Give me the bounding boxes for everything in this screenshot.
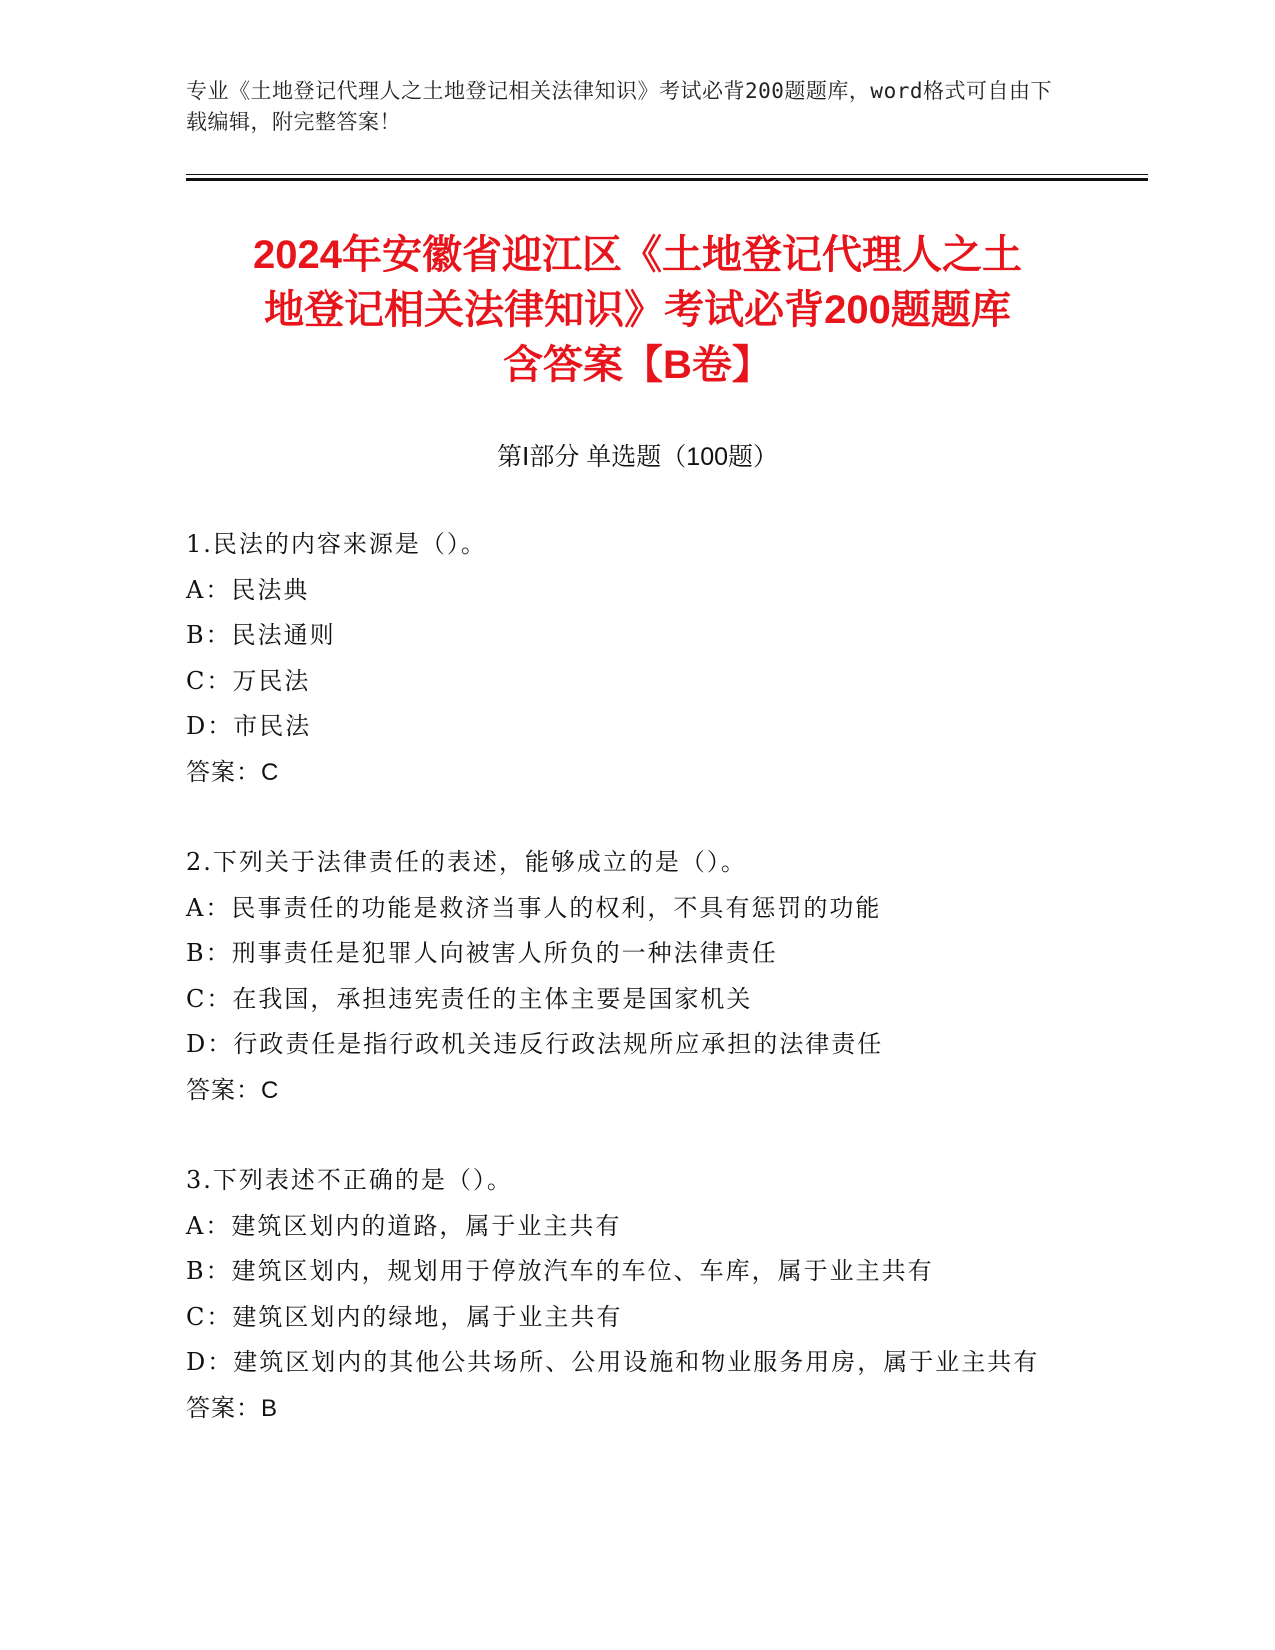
header-divider-thick [186,178,1148,181]
answer: 答案：B [186,1394,279,1422]
option-d: D：行政责任是指行政机关违反行政法规所应承担的法律责任 [186,1030,884,1058]
title-line-1: 2024年安徽省迎江区《土地登记代理人之土 [253,233,1022,277]
title-line-2: 地登记相关法律知识》考试必背200题题库 [264,288,1011,332]
question-stem: 3.下列表述不正确的是（）。 [186,1166,513,1194]
question-3 [186,1158,1066,1431]
option-d: D：建筑区划内的其他公共场所、公用设施和物业服务用房，属于业主共有 [186,1348,1040,1376]
document-title [150,228,1125,393]
option-a: A：民事责任的功能是救济当事人的权利，不具有惩罚的功能 [186,893,882,922]
option-b: B：刑事责任是犯罪人向被害人所负的一种法律责任 [186,939,778,967]
option-d: D：市民法 [186,712,312,740]
option-a: A：建筑区划内的道路，属于业主共有 [186,1211,622,1240]
section-title: 第Ⅰ部分 单选题（100题） [496,443,779,471]
answer: 答案：C [186,1076,280,1104]
header-divider-thin [186,174,1148,175]
answer: 答案：C [186,758,280,786]
option-a: A：民法典 [186,575,310,604]
header-note: 专业《土地登记代理人之土地登记相关法律知识》考试必背200题题库，word格式可自由下载编辑，附完整答案！ [186,79,1052,134]
title-line-3: 含答案【B卷】 [503,343,772,387]
option-b: B：民法通则 [186,621,336,649]
option-b: B：建筑区划内，规划用于停放汽车的车位、车库，属于业主共有 [186,1257,934,1285]
question-2 [186,840,1066,1113]
option-c: C：建筑区划内的绿地，属于业主共有 [186,1302,623,1331]
option-c: C：在我国，承担违宪责任的主体主要是国家机关 [186,984,753,1013]
option-c: C：万民法 [186,666,311,695]
question-1 [186,522,1066,795]
question-stem: 1.民法的内容来源是（）。 [186,530,487,558]
question-stem: 2.下列关于法律责任的表述，能够成立的是（）。 [186,848,747,876]
